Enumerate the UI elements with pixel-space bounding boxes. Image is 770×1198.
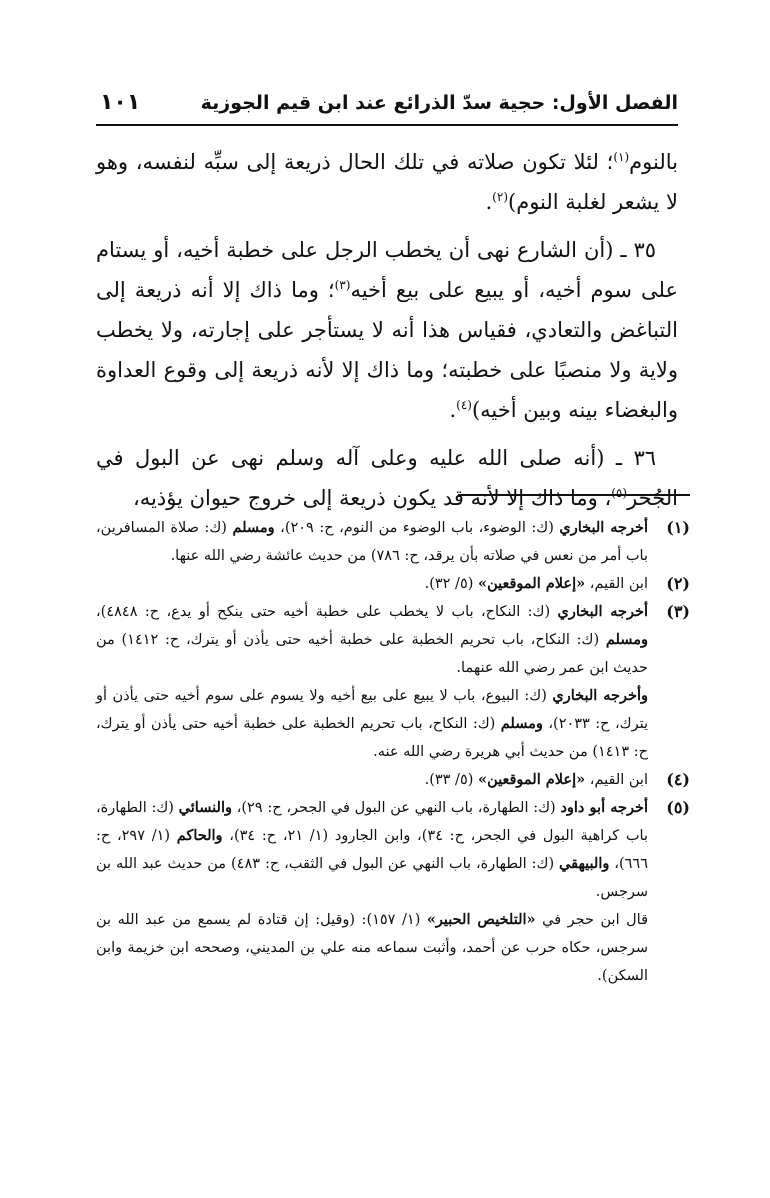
- footnote-number: (٢): [666, 574, 690, 593]
- footnote-5: [96, 794, 690, 990]
- footnote-4: [96, 766, 690, 794]
- source-name: والبيهقي: [559, 855, 610, 872]
- footnote-1: [96, 514, 690, 570]
- paragraph-1: [96, 142, 678, 222]
- paragraph-35: [96, 230, 678, 430]
- text-run: (٥/ ٣٣).: [424, 772, 479, 788]
- text-run: (ك: الطهارة، باب النهي عن البول في الجحر، ح: ٢٩)،: [231, 800, 561, 816]
- footnote-text: [96, 766, 648, 794]
- text-run: (ك: البيوع، باب لا يبيع على بيع أخيه ولا يسوم على سوم أخيه حتى يأذن أو يترك، ح: ٢٠٣٣)،: [96, 688, 648, 732]
- source-name: والنسائي: [178, 799, 232, 816]
- footnote-text: [96, 682, 648, 766]
- footnote-number: (٤): [666, 770, 690, 789]
- text-run: ٣٦ ـ (أنه صلى الله عليه وعلى آله وسلم نهى عن البول في الجُحر: [96, 446, 678, 510]
- running-header: [96, 88, 678, 126]
- footnote-2: [96, 570, 690, 598]
- source-name: «إعلام الموقعين»: [478, 771, 586, 788]
- footnote-text: [96, 598, 648, 682]
- footnote-text: [96, 570, 648, 598]
- footnote-number: (١): [666, 518, 690, 537]
- text-run: (ك: الوضوء، باب الوضوء من النوم، ح: ٢٠٩)،: [274, 520, 560, 536]
- source-name: والحاكم: [176, 827, 223, 844]
- text-run: ؛ وما ذاك إلا أنه ذريعة إلى التباغض والتعادي، فقياس هذا أنه لا يستأجر على إجارته، ولا يخطب ولاية ولا منصبًا على خطبته؛ وما ذاك إلا لأنه ذريعة إلى وقوع العداوة والبغضاء بينه وبين أخيه): [96, 278, 678, 422]
- text-run: (١/ ١٥٧): (وقيل: إن قتادة لم يسمع من عبد الله بن سرجس، حكاه حرب عن أحمد، وأثبت سماعه منه علي بن المديني، وصححه ابن خزيمة وابن السكن).: [96, 912, 648, 984]
- text-run: ، وما ذاك إلا لأنه قد يكون ذريعة إلى خروج حيوان يؤذيه،: [133, 486, 612, 510]
- footnote-ref: (٣): [334, 278, 351, 292]
- source-name: ومسلم: [232, 519, 275, 536]
- footnote-ref: (٢): [492, 190, 508, 204]
- source-name: ومسلم: [500, 715, 543, 732]
- source-name: «إعلام الموقعين»: [478, 575, 586, 592]
- text-run: ٣٥ ـ (أن الشارع نهى أن يخطب الرجل على خطبة أخيه، أو يستام على سوم أخيه، أو يبيع على بيع أخيه: [96, 238, 678, 302]
- footnote-number: (٣): [666, 602, 690, 621]
- footnote-number: (٥): [666, 798, 690, 817]
- footnote-text: [96, 794, 648, 906]
- text-run: بالنوم: [629, 150, 678, 174]
- text-run: (ك: الطهارة، باب كراهية البول في الجحر، ح: ٣٤)، وابن الجارود (١/ ٢١، ح: ٣٤)،: [96, 800, 648, 844]
- footnote-3: [96, 598, 690, 766]
- text-run: (ك: النكاح، باب لا يخطب على خطبة أخيه حتى ينكح أو يدع، ح: ٤٨٤٨)،: [96, 604, 558, 620]
- text-run: (ك: النكاح، باب تحريم الخطبة على خطبة أخيه حتى يأذن أو يترك، ح: ١٤١٣) من حديث أبي هريرة رضي الله عنه.: [96, 716, 648, 760]
- text-run: (ك: النكاح، باب تحريم الخطبة على خطبة أخيه حتى يأذن أو يترك، ح: ١٤١٢) من حديث ابن عمر رضي الله عنهما.: [96, 632, 648, 676]
- source-name: أخرجه أبو داود: [560, 799, 648, 816]
- text-run: (١/ ٢٩٧، ح: ٦٦٦)،: [96, 828, 648, 872]
- text-run: (ك: الطهارة، باب النهي عن البول في الثقب، ح: ٤٨٣) من حديث عبد الله بن سرجس.: [96, 856, 648, 900]
- footnote-text: [96, 906, 648, 990]
- text-run: .: [449, 398, 457, 422]
- page-number: ١٠١: [100, 90, 141, 115]
- footnote-separator: [458, 494, 690, 496]
- text-run: .: [485, 190, 493, 214]
- footnote-text: [96, 514, 648, 570]
- text-run: (٥/ ٣٢).: [424, 576, 479, 592]
- source-name: «التلخيص الحبير»: [426, 911, 536, 928]
- text-run: ابن القيم،: [585, 772, 648, 788]
- footnote-ref: (٥): [611, 486, 628, 500]
- text-run: قال ابن حجر في: [535, 912, 648, 928]
- text-run: (ك: صلاة المسافرين، باب أمر من نعس في صلاته بأن يرقد، ح: ٧٨٦) من حديث عائشة رضي الله عنها.: [96, 520, 648, 564]
- chapter-title: الفصل الأول: حجية سدّ الذرائع عند ابن قيم الجوزية: [200, 92, 678, 114]
- source-name: وأخرجه البخاري: [552, 687, 649, 704]
- text-run: ابن القيم،: [585, 576, 648, 592]
- source-name: أخرجه البخاري: [559, 519, 649, 536]
- main-text: [96, 142, 678, 526]
- source-name: أخرجه البخاري: [557, 603, 649, 620]
- text-run: ؛ لئلا تكون صلاته في تلك الحال ذريعة إلى سبِّه لنفسه، وهو لا يشعر لغلبة النوم): [96, 150, 678, 214]
- paragraph-36: [96, 438, 678, 518]
- source-name: ومسلم: [605, 631, 648, 648]
- footnote-ref: (٤): [456, 398, 472, 412]
- footnote-ref: (١): [613, 150, 630, 164]
- footnotes: [96, 514, 690, 990]
